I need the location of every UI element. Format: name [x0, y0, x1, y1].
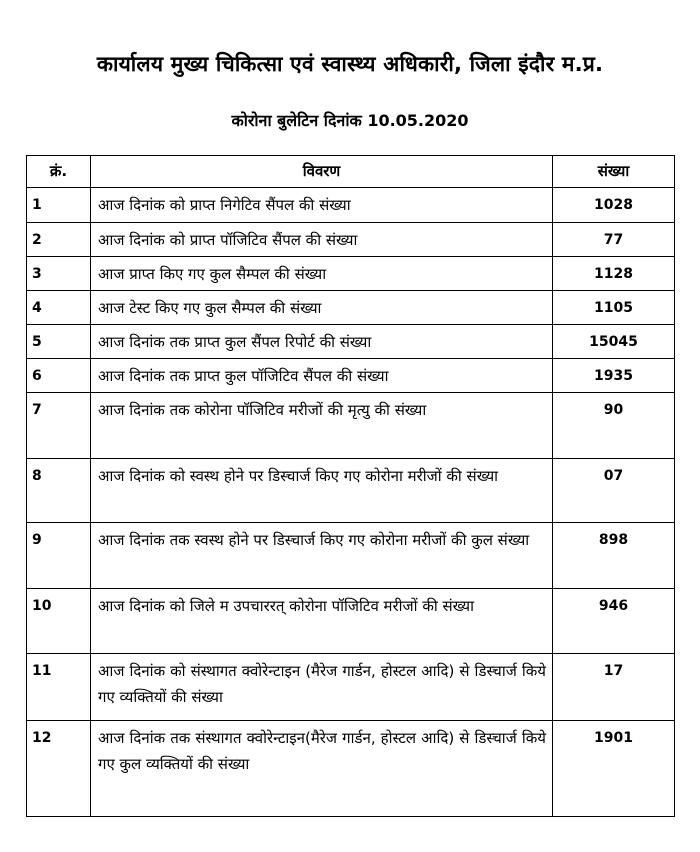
table-row [27, 359, 675, 393]
row-description: आज दिनांक तक प्राप्त कुल सैंपल रिपोर्ट की संख्या [91, 325, 553, 359]
bulletin-title: कोरोना बुलेटिन दिनांक 10.05.2020 [231, 111, 469, 130]
row-description: आज दिनांक तक संस्थागत क्वोरेन्टाइन(मैरेज गार्डन, होस्टल आदि) से डिस्चार्ज किये गए कुल व्यक्तियों की संख्या [91, 721, 553, 817]
row-count: 1028 [553, 188, 675, 223]
row-count: 17 [553, 654, 675, 721]
row-serial: 5 [27, 325, 91, 359]
row-count: 946 [553, 589, 675, 654]
row-count: 07 [553, 459, 675, 523]
row-description: आज दिनांक तक स्वस्थ होने पर डिस्चार्ज किए गए कोरोना मरीजों की कुल संख्या [91, 523, 553, 589]
table-row [27, 325, 675, 359]
row-description: आज दिनांक तक कोरोना पॉजिटिव मरीजों की मृत्यु की संख्या [91, 393, 553, 459]
table-row [27, 721, 675, 817]
row-description: आज दिनांक को संस्थागत क्वोरेन्टाइन (मैरेज गार्डन, होस्टल आदि) से डिस्चार्ज किये गए व्यक्तियों की संख्या [91, 654, 553, 721]
table-row [27, 291, 675, 325]
row-count: 1935 [553, 359, 675, 393]
row-description: आज दिनांक को जिले म उपचाररत् कोरोना पॉजिटिव मरीजों की संख्या [91, 589, 553, 654]
table-row [27, 523, 675, 589]
row-count: 15045 [553, 325, 675, 359]
office-title: कार्यालय मुख्य चिकित्सा एवं स्वास्थ्य अधिकारी, जिला इंदौर म.प्र. [96, 52, 604, 76]
serial-header: क्रं. [27, 156, 91, 188]
table-row [27, 188, 675, 223]
row-count: 898 [553, 523, 675, 589]
table-row [27, 257, 675, 291]
row-description: आज दिनांक को प्राप्त निगेटिव सैंपल की संख्या [91, 188, 553, 223]
row-count: 1901 [553, 721, 675, 817]
bulletin-table [26, 155, 675, 817]
row-serial: 11 [27, 654, 91, 721]
row-serial: 9 [27, 523, 91, 589]
row-serial: 2 [27, 223, 91, 257]
table-header-row [27, 156, 675, 188]
row-description: आज प्राप्त किए गए कुल सैम्पल की संख्या [91, 257, 553, 291]
row-serial: 1 [27, 188, 91, 223]
row-serial: 7 [27, 393, 91, 459]
row-description: आज दिनांक को स्वस्थ होने पर डिस्चार्ज किए गए कोरोना मरीजों की संख्या [91, 459, 553, 523]
table-row [27, 589, 675, 654]
row-serial: 10 [27, 589, 91, 654]
table-row [27, 393, 675, 459]
row-count: 1128 [553, 257, 675, 291]
row-description: आज दिनांक तक प्राप्त कुल पॉजिटिव सैंपल की संख्या [91, 359, 553, 393]
row-description: आज टेस्ट किए गए कुल सैम्पल की संख्या [91, 291, 553, 325]
row-count: 77 [553, 223, 675, 257]
row-serial: 12 [27, 721, 91, 817]
row-serial: 4 [27, 291, 91, 325]
row-count: 90 [553, 393, 675, 459]
row-serial: 3 [27, 257, 91, 291]
table-row [27, 459, 675, 523]
row-count: 1105 [553, 291, 675, 325]
count-header: संख्या [553, 156, 675, 188]
row-serial: 8 [27, 459, 91, 523]
table-row [27, 223, 675, 257]
table-row [27, 654, 675, 721]
description-header: विवरण [91, 156, 553, 188]
row-serial: 6 [27, 359, 91, 393]
row-description: आज दिनांक को प्राप्त पॉजिटिव सैंपल की संख्या [91, 223, 553, 257]
